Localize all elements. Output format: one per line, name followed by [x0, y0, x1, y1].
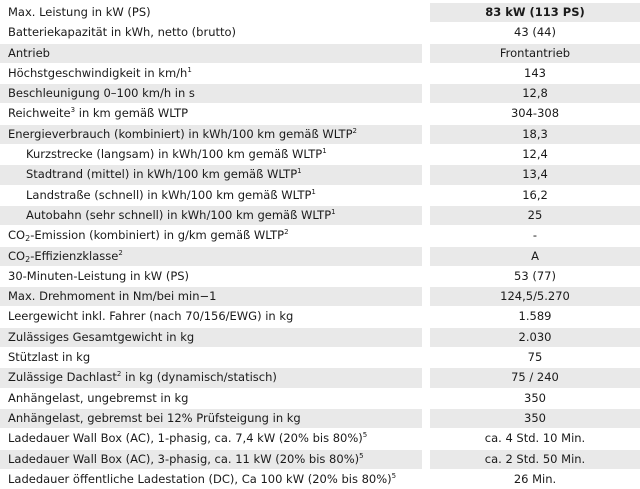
row-value: ca. 4 Std. 10 Min.	[484, 431, 586, 446]
row-label: Batteriekapazität in kWh, netto (brutto)	[8, 25, 237, 40]
row-label: $CO_2$-Emission (kombiniert) in g/km gemäß WLTP$^2$	[8, 228, 289, 244]
table-row	[0, 449, 640, 469]
table-row	[0, 205, 640, 225]
table-row	[0, 225, 640, 245]
row-label: Autobahn (sehr schnell) in kWh/100 km gemäß WLTP$^1$	[0, 206, 422, 225]
table-row	[0, 2, 640, 22]
row-label: Beschleunigung 0–100 km/h in s	[0, 84, 422, 103]
table-row	[0, 266, 640, 286]
row-value: Frontantrieb	[430, 44, 640, 63]
row-value: -	[532, 228, 538, 243]
table-row	[0, 367, 640, 387]
row-value: 75	[527, 350, 543, 365]
row-value: 2.030	[430, 328, 640, 347]
table-row	[0, 22, 640, 42]
row-label: Höchstgeschwindigkeit in $km/h^1$	[8, 65, 192, 80]
table-row	[0, 124, 640, 144]
row-label: Zulässiges Gesamtgewicht in kg	[0, 328, 422, 347]
table-row	[0, 83, 640, 103]
row-value: 83 kW (113 PS)	[430, 3, 640, 22]
row-value: 26 Min.	[513, 471, 557, 486]
row-value: A	[430, 247, 640, 266]
table-row	[0, 144, 640, 164]
table-row	[0, 347, 640, 367]
row-label: Energieverbrauch (kombiniert) in kWh/100 km gemäß WLTP$^2$	[0, 125, 422, 144]
row-label: Reichweite$^3$ in km gemäß WLTP	[8, 106, 189, 121]
row-label: Stützlast in kg	[8, 350, 91, 365]
table-row	[0, 428, 640, 448]
row-value: ca. 2 Std. 50 Min.	[430, 450, 640, 469]
table-row	[0, 306, 640, 326]
row-value: 16,2	[522, 187, 548, 202]
row-label: Landstraße (schnell) in kWh/100 km gemäß WLTP$^1$	[26, 187, 316, 202]
row-label: Anhängelast, ungebremst in kg	[8, 390, 189, 405]
row-value: 12,8	[430, 84, 640, 103]
row-value: 12,4	[522, 147, 548, 162]
row-label: Antrieb	[0, 44, 422, 63]
row-value: 304-308	[510, 106, 560, 121]
row-label: Ladedauer Wall Box (AC), 1-phasig, ca. 7,4 kW (20% bis 80%)$^5$	[8, 431, 368, 446]
table-row	[0, 164, 640, 184]
row-label: Ladedauer Wall Box (AC), 3-phasig, ca. 11 kW (20% bis 80%)$^5$	[0, 450, 422, 469]
table-row	[0, 286, 640, 306]
row-label: Anhängelast, gebremst bei 12% Prüfsteigung in kg	[0, 409, 422, 428]
row-value: 43 (44)	[514, 25, 556, 40]
row-label: Ladedauer öffentliche Ladestation (DC), Ca 100 kW (20% bis 80%)$^5$	[8, 471, 397, 486]
row-label: Max. Leistung in kW (PS)	[0, 3, 422, 22]
row-value: 53 (77)	[514, 268, 556, 283]
row-value: 124,5/5.270	[430, 287, 640, 306]
row-label: Zulässige Dachlast$^2$ in kg (dynamisch/statisch)	[0, 368, 422, 387]
table-row	[0, 246, 640, 266]
row-label: $CO_2-Effizienzklasse^2$	[0, 247, 422, 266]
row-label: Kurzstrecke (langsam) in kWh/100 km gemäß WLTP$^1$	[26, 147, 327, 162]
table-row	[0, 327, 640, 347]
row-value: 13,4	[430, 165, 640, 184]
row-value: 350	[430, 409, 640, 428]
row-label: Max. Drehmoment in Nm/bei min−1	[0, 287, 422, 306]
table-row	[0, 408, 640, 428]
row-value: 350	[524, 390, 546, 405]
table-row	[0, 469, 640, 489]
table-row	[0, 185, 640, 205]
table-row	[0, 103, 640, 123]
row-value: 75 / 240	[430, 368, 640, 387]
table-row	[0, 43, 640, 63]
row-label: 30-Minuten-Leistung in kW (PS)	[8, 268, 190, 283]
row-label: Stadtrand (mittel) in kWh/100 km gemäß WLTP$^1$	[0, 165, 422, 184]
row-value: 25	[430, 206, 640, 225]
table-row	[0, 63, 640, 83]
row-value: 18,3	[430, 125, 640, 144]
row-value: 143	[524, 65, 546, 80]
row-value: 1.589	[518, 309, 552, 324]
table-row	[0, 388, 640, 408]
row-label: Leergewicht inkl. Fahrer (nach 70/156/EWG) in kg	[8, 309, 294, 324]
